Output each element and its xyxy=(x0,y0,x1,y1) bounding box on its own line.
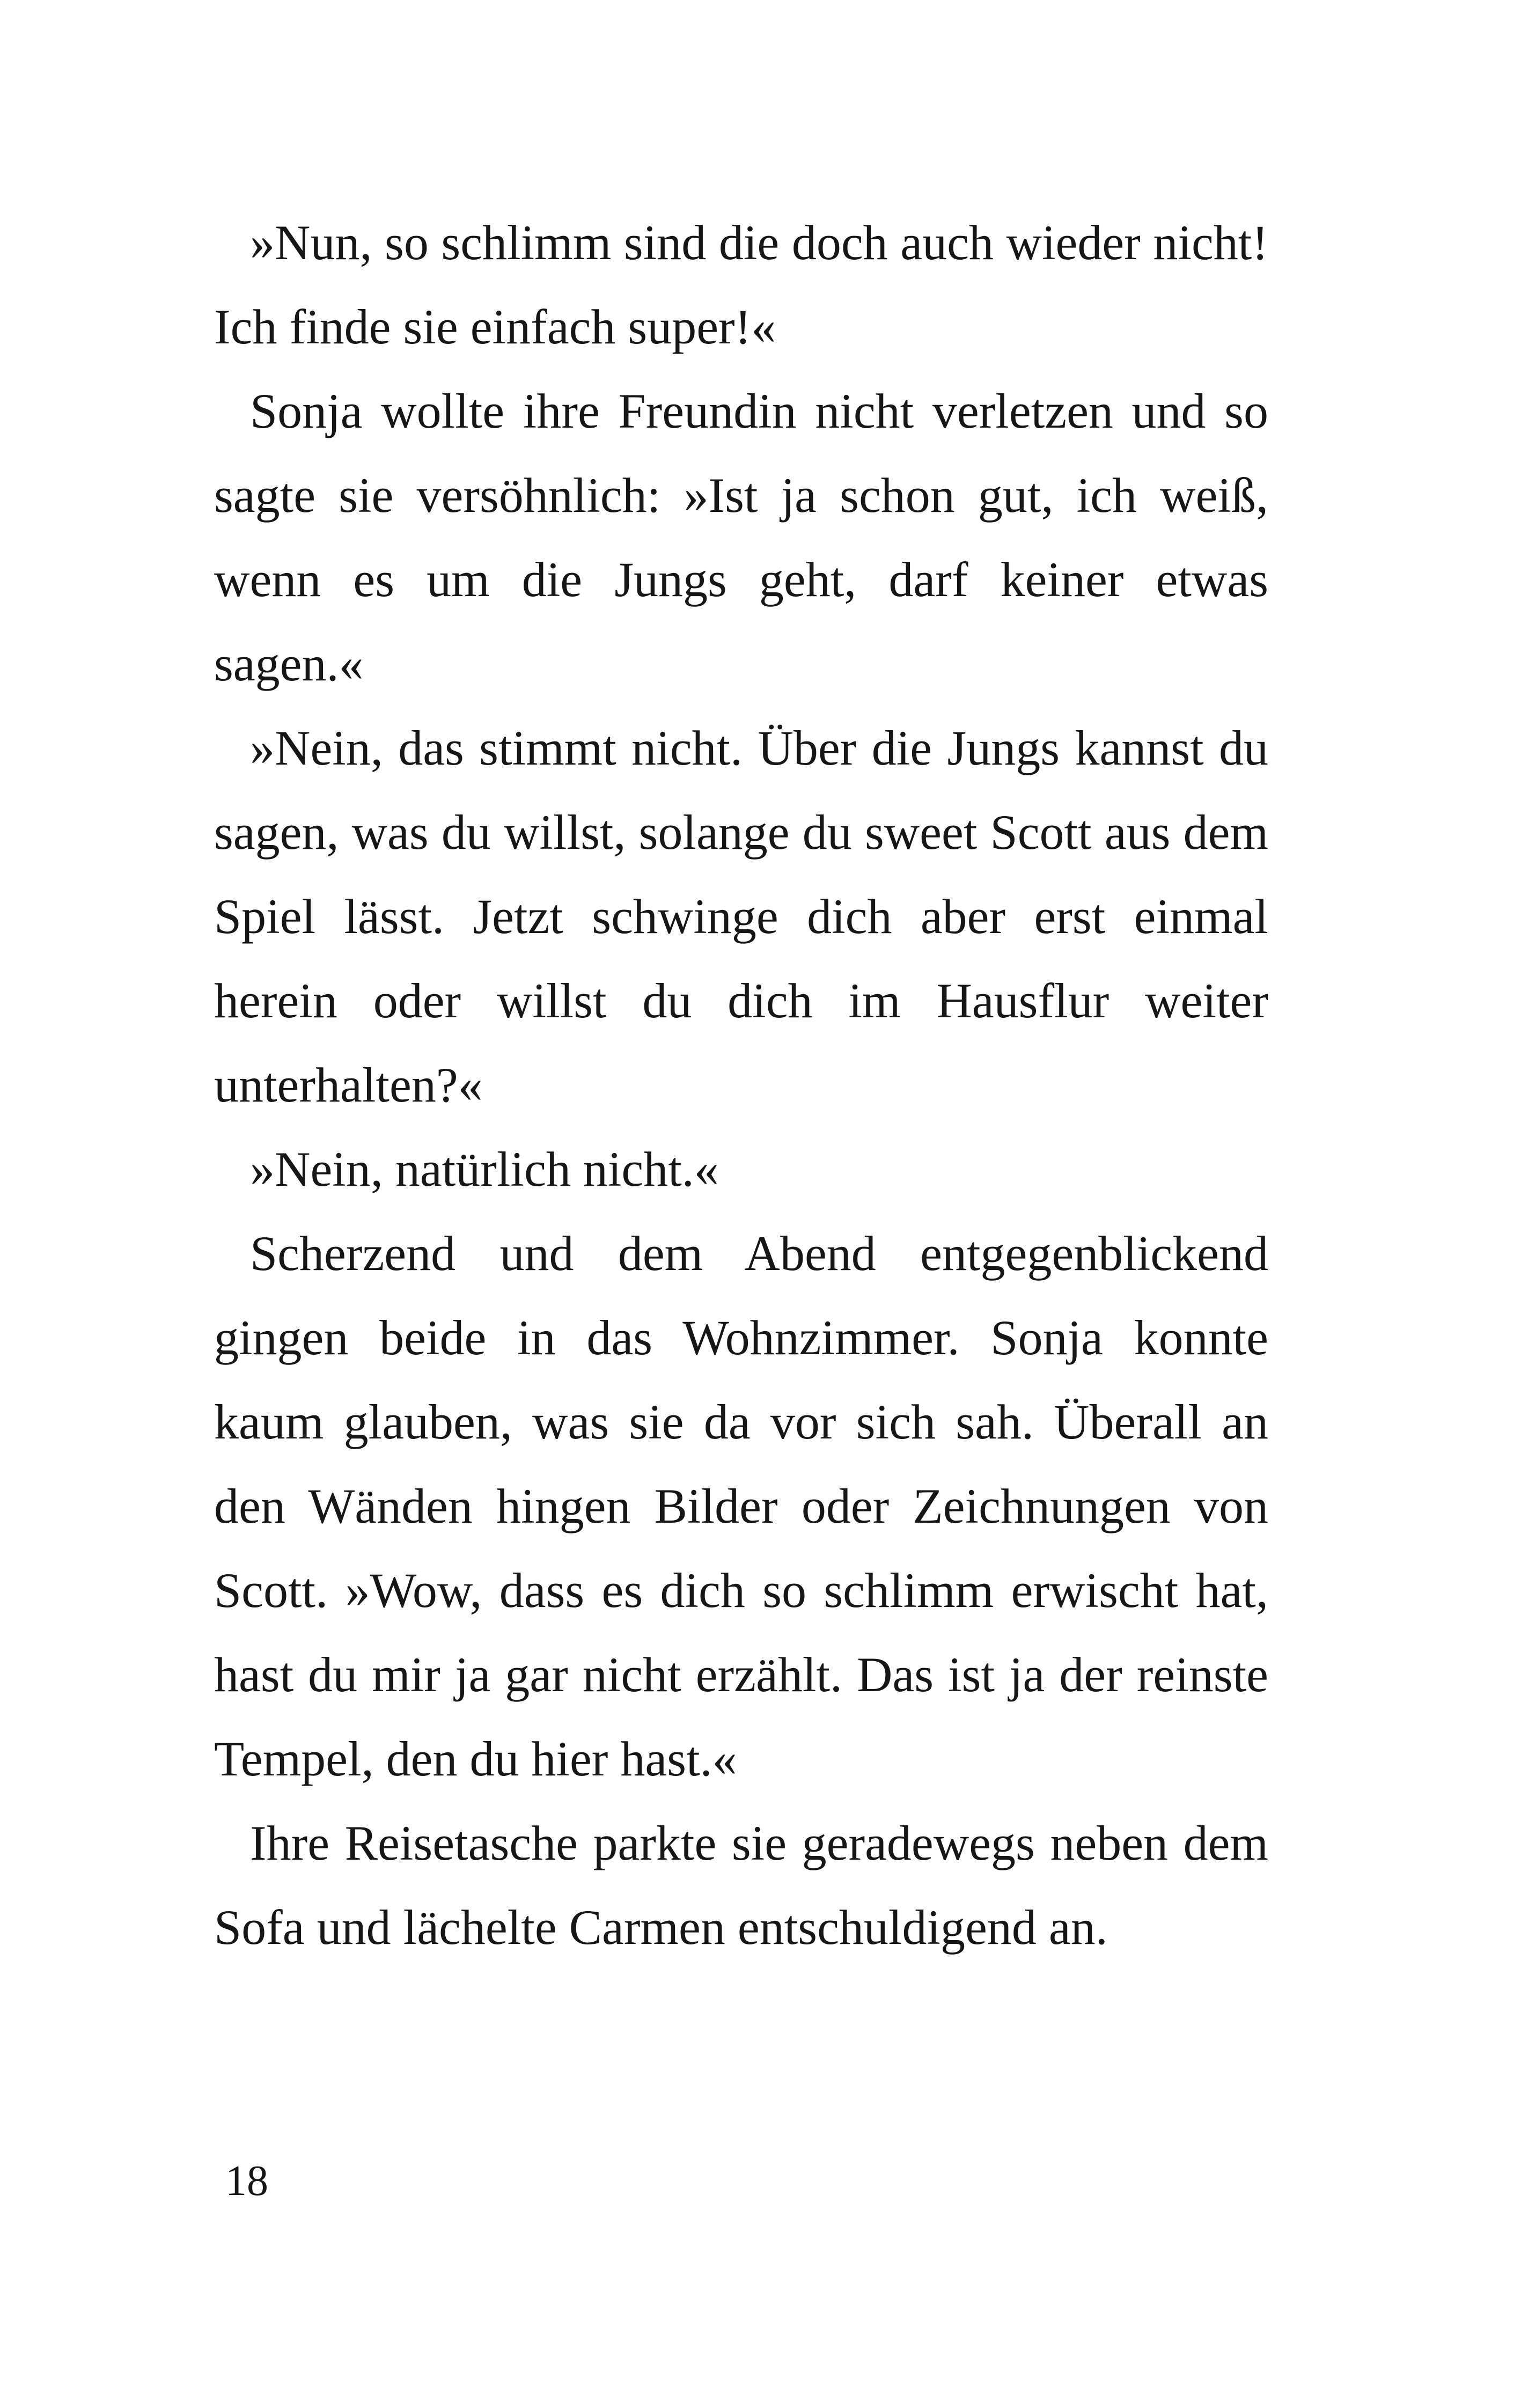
paragraph-1: »Nun, so schlimm sind die doch auch wieder nicht! Ich finde sie einfach super!« xyxy=(214,215,1268,354)
page-number: 18 xyxy=(225,2157,268,2205)
paragraph-6: Ihre Reisetasche parkte sie geradewegs neben dem Sofa und lächelte Carmen entschuldigend an. xyxy=(214,1816,1268,1955)
paragraph-2: Sonja wollte ihre Freundin nicht verletzen und so sagte sie versöhnlich: »Ist ja schon gut, ich weiß, wenn es um die Jungs geht, darf keiner etwas sagen.« xyxy=(214,384,1268,691)
paragraph-3: »Nein, das stimmt nicht. Über die Jungs kannst du sagen, was du willst, solange du sweet Scott aus dem Spiel lässt. Jetzt schwinge dich aber erst einmal herein oder willst du dich im Hausflur weiter unterhalten?« xyxy=(214,721,1268,1112)
body-text xyxy=(214,201,1268,1970)
paragraph-4: »Nein, natürlich nicht.« xyxy=(250,1142,719,1196)
paragraph-5: Scherzend und dem Abend entgegenblickend gingen beide in das Wohnzimmer. Sonja konnte kaum glauben, was sie da vor sich sah. Überall an den Wänden hingen Bilder oder Zeichnungen von Scott. »Wow, dass es dich so schlimm erwischt hat, hast du mir ja gar nicht erzählt. Das ist ja der reinste Tempel, den du hier hast.« xyxy=(214,1226,1268,1786)
